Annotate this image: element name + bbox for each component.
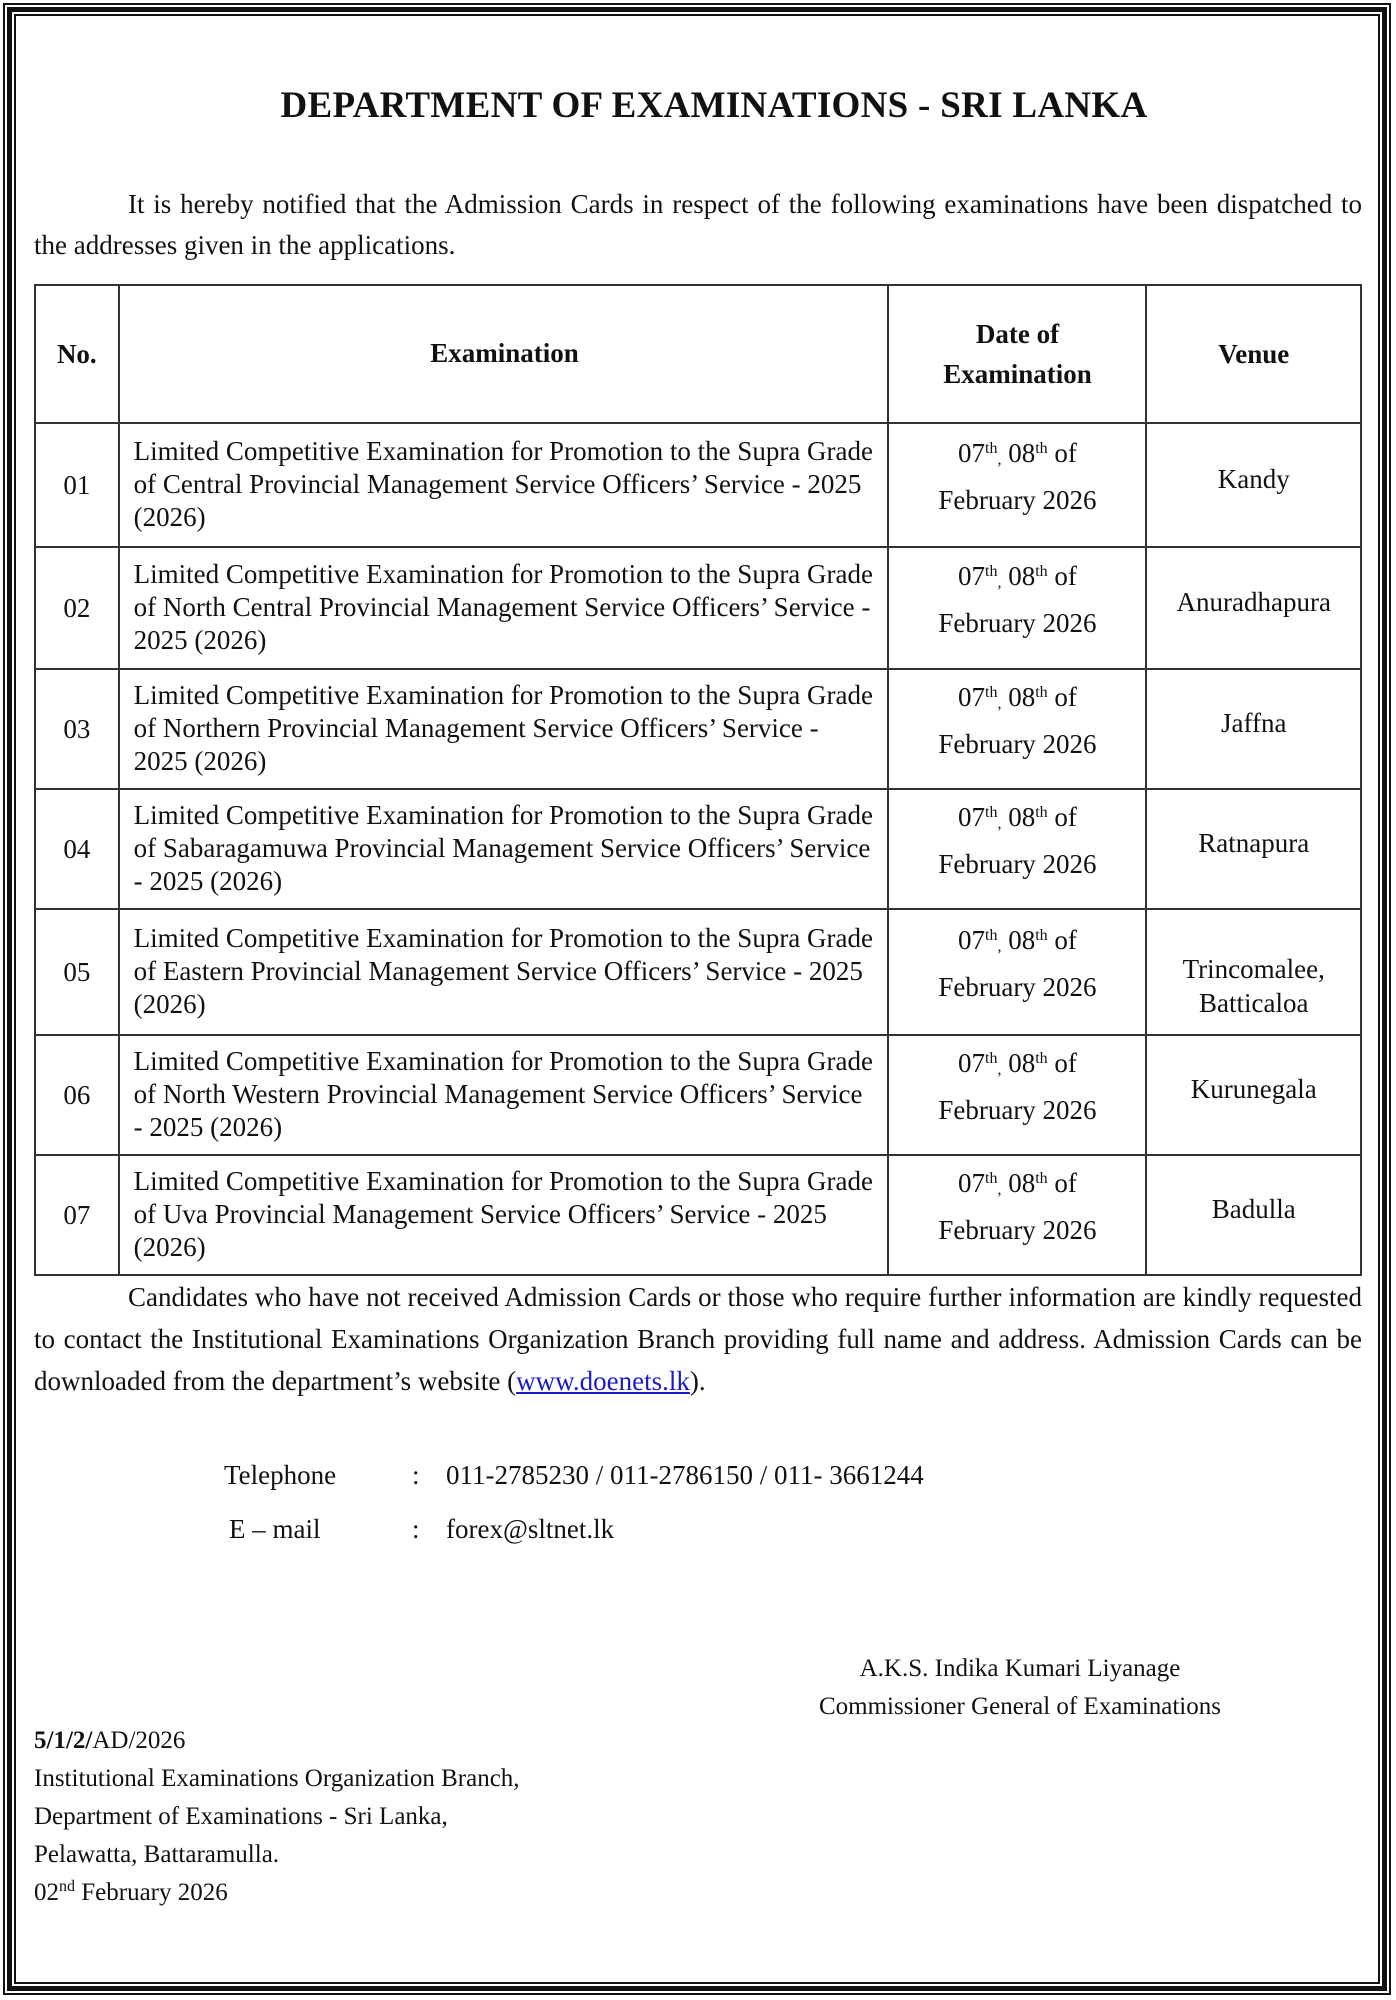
row-number: 05 <box>35 909 119 1035</box>
examination-date: 07th, 08th of February 2026 <box>888 1155 1146 1275</box>
row-number: 03 <box>35 669 119 789</box>
examination-name: Limited Competitive Examination for Promotion to the Supra Grade of Eastern Provincial Management Service Officers’ Service - 2025 (2026) <box>119 909 889 1035</box>
examination-date: 07th, 08th of February 2026 <box>888 669 1146 789</box>
email-value: forex@sltnet.lk <box>446 1514 615 1544</box>
examination-date: 07th, 08th of February 2026 <box>888 547 1146 669</box>
table-row <box>35 547 1361 669</box>
venue: Trincomalee, Batticaloa <box>1146 909 1361 1035</box>
venue: Anuradhapura <box>1146 547 1361 669</box>
email-line: E – mail : forex@sltnet.lk <box>229 1514 615 1544</box>
signatory-title: Commissioner General of Examinations <box>818 1693 1221 1720</box>
examination-date: 07th, 08th of February 2026 <box>888 423 1146 547</box>
venue: Ratnapura <box>1146 789 1361 909</box>
address-line-2: Department of Examinations - Sri Lanka, <box>34 1803 448 1830</box>
table-row <box>35 909 1361 1035</box>
venue: Kurunegala <box>1146 1035 1361 1155</box>
page-title: DEPARTMENT OF EXAMINATIONS - SRI LANKA <box>280 85 1148 126</box>
table-row <box>35 669 1361 789</box>
telephone-label: Telephone <box>224 1460 337 1490</box>
table-row <box>35 789 1361 909</box>
closing-paragraph: Candidates who have not received Admission Cards or those who require further information are kindly requested to contact the Institutional Examinations Organization Branch providing full name and address. Admission Cards can be downloaded from the department’s website (www.doenets.lk). <box>34 1282 1362 1396</box>
examination-name: Limited Competitive Examination for Promotion to the Supra Grade of North Central Provincial Management Service Officers’ Service - 2025 (2026) <box>119 547 889 669</box>
address-line-1: Institutional Examinations Organization Branch, <box>34 1765 520 1792</box>
telephone-value: 011-2785230 / 011-2786150 / 011- 3661244 <box>446 1460 924 1490</box>
reference-number: 5/1/2/AD/2026 <box>34 1727 186 1754</box>
address-line-3: Pelawatta, Battaramulla. <box>34 1841 280 1868</box>
examination-date: 07th, 08th of February 2026 <box>888 789 1146 909</box>
closing-text: Candidates who have not received Admission Cards or those who require further information are kindly requested to contact the Institutional Examinations Organization Branch providing full name and address. Admission Cards can be downloaded from the department’s website ( <box>34 1282 1362 1396</box>
column-header-date: Date of Examination <box>888 285 1146 423</box>
examination-name: Limited Competitive Examination for Promotion to the Supra Grade of Central Provincial Management Service Officers’ Service - 2025 (2026) <box>119 423 889 547</box>
intro-paragraph <box>34 184 1362 266</box>
examinations-table <box>34 284 1362 1276</box>
signature-block <box>740 1650 1300 1726</box>
signatory-name: A.K.S. Indika Kumari Liyanage <box>859 1655 1181 1682</box>
table-row <box>35 423 1361 547</box>
venue: Jaffna <box>1146 669 1361 789</box>
intro-text: It is hereby notified that the Admission Cards in respect of the following examinations have been dispatched to the addresses given in the applications. <box>34 189 1362 260</box>
table-row <box>35 1155 1361 1275</box>
examination-name: Limited Competitive Examination for Promotion to the Supra Grade of Sabaragamuwa Provincial Management Service Officers’ Service - 2025 (2026) <box>119 789 889 909</box>
examination-name: Limited Competitive Examination for Promotion to the Supra Grade of North Western Provincial Management Service Officers’ Service - 2025 (2026) <box>119 1035 889 1155</box>
column-header-examination: Examination <box>119 285 889 423</box>
row-number: 04 <box>35 789 119 909</box>
reference-block <box>34 1722 520 1912</box>
row-number: 01 <box>35 423 119 547</box>
issue-date: 02nd February 2026 <box>34 1878 228 1906</box>
row-number: 06 <box>35 1035 119 1155</box>
table-body <box>35 423 1361 1275</box>
email-label: E – mail <box>229 1514 321 1544</box>
examination-date: 07th, 08th of February 2026 <box>888 909 1146 1035</box>
column-header-no: No. <box>35 285 119 423</box>
row-number: 02 <box>35 547 119 669</box>
row-number: 07 <box>35 1155 119 1275</box>
column-header-venue: Venue <box>1146 285 1361 423</box>
table-header-row <box>35 285 1361 423</box>
venue: Badulla <box>1146 1155 1361 1275</box>
examination-date: 07th, 08th of February 2026 <box>888 1035 1146 1155</box>
examination-name: Limited Competitive Examination for Promotion to the Supra Grade of Uva Provincial Management Service Officers’ Service - 2025 (2026) <box>119 1155 889 1275</box>
examination-name: Limited Competitive Examination for Promotion to the Supra Grade of Northern Provincial Management Service Officers’ Service - 2025 (2026) <box>119 669 889 789</box>
website-link[interactable]: www.doenets.lk <box>516 1366 690 1396</box>
telephone-line: Telephone : 011-2785230 / 011-2786150 / 011- 3661244 <box>224 1460 924 1490</box>
table-row <box>35 1035 1361 1155</box>
venue: Kandy <box>1146 423 1361 547</box>
